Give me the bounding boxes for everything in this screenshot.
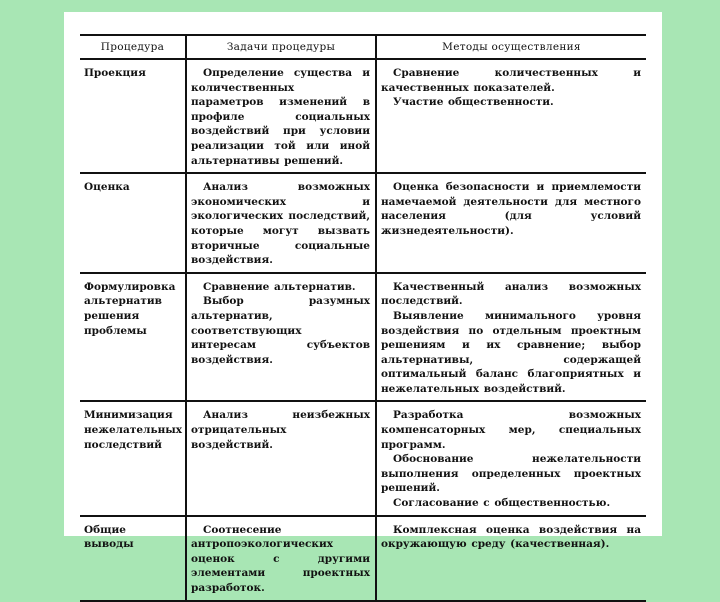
procedure-cell	[80, 273, 186, 402]
task-text: Определение существа и количественных параметров изменений в профиле социальных воздействий при условии реализации той или иной альтернативы решений.	[191, 67, 370, 167]
header-procedure: Процедура	[80, 35, 186, 59]
document-page	[64, 12, 662, 594]
methods-cell	[376, 273, 646, 402]
method-text: Выявление минимального уровня воздействия по отдельным проектным решениям и их сравнение; выбор альтернативы, содержащей оптимальный баланс благоприятных и нежелательных воздействий.	[381, 309, 641, 395]
method-text: Участие общественности.	[393, 96, 554, 109]
method-text: Разработка возможных компенсаторных мер, специальных программ.	[381, 409, 641, 451]
table-row	[80, 516, 646, 601]
methods-cell	[376, 173, 646, 273]
task-text: Соотнесение антропоэкологических оценок с другими элементами проектных разработок.	[191, 523, 370, 594]
table-header-row	[80, 35, 646, 59]
table-row	[80, 401, 646, 515]
task-text: Анализ неизбежных отрицательных воздействий.	[191, 409, 370, 451]
procedure-text: Общие выводы	[84, 523, 134, 551]
method-text: Сравнение количественных и качественных показателей.	[381, 67, 641, 94]
header-tasks: Задачи процедуры	[186, 35, 376, 59]
procedure-cell	[80, 173, 186, 273]
procedure-cell	[80, 401, 186, 515]
header-methods: Методы осуществления	[376, 35, 646, 59]
tasks-cell	[186, 516, 376, 601]
task-text: Выбор разумных альтернатив, соответствующих интересам субъектов воздействия.	[191, 295, 370, 366]
procedure-text: Оценка	[84, 181, 130, 194]
methods-cell	[376, 516, 646, 601]
procedure-text: Минимизация нежелательных последствий	[84, 409, 183, 451]
tasks-cell	[186, 173, 376, 273]
procedure-text: Формулировка альтернатив решения проблемы	[84, 280, 176, 337]
tasks-cell	[186, 401, 376, 515]
method-text: Оценка безопасности и приемлемости намечаемой деятельности для местного населения (для условий жизнедеятельности).	[381, 181, 641, 237]
methods-cell	[376, 401, 646, 515]
table-row	[80, 273, 646, 402]
tasks-cell	[186, 59, 376, 173]
procedure-cell	[80, 516, 186, 601]
procedures-table	[80, 34, 646, 602]
task-text: Сравнение альтернатив.	[203, 280, 356, 293]
procedure-text: Проекция	[84, 67, 146, 79]
method-text: Согласование с общественностью.	[393, 497, 611, 510]
table-row	[80, 59, 646, 173]
procedure-cell	[80, 59, 186, 173]
method-text: Обоснование нежелательности выполнения определенных проектных решений.	[381, 453, 641, 495]
method-text: Комплексная оценка воздействия на окружающую среду (качественная).	[381, 523, 641, 551]
task-text: Анализ возможных экономических и экологических последствий, которые могут вызвать вторичные социальные воздействия.	[191, 181, 370, 267]
table-row	[80, 173, 646, 273]
method-text: Качественный анализ возможных последствий.	[381, 280, 641, 308]
methods-cell	[376, 59, 646, 173]
tasks-cell	[186, 273, 376, 402]
